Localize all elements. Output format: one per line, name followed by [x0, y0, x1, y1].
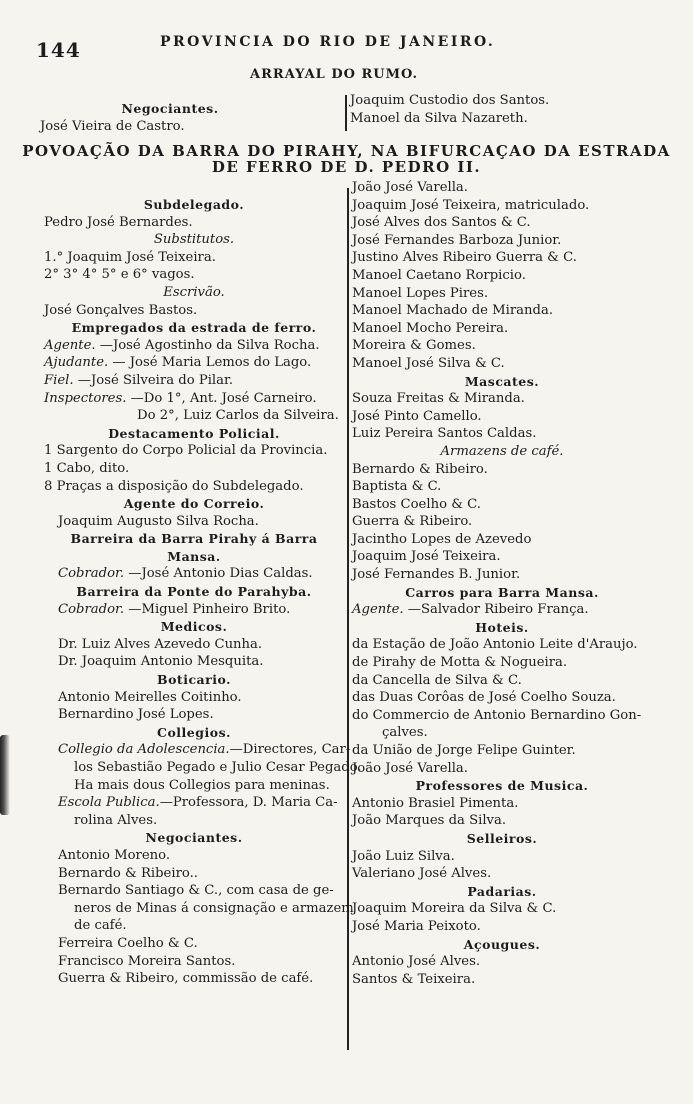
list-item: Manoel Lopes Pires.: [352, 285, 489, 301]
list-item: Inspectores. —Do 1°, Ant. José Carneiro.: [44, 390, 317, 406]
armazens-heading: Armazens de café.: [440, 443, 564, 459]
list-item: 8 Praças a disposição do Subdelegado.: [44, 478, 304, 494]
destacamento-heading: Destacamento Policial.: [108, 425, 280, 441]
arrayal-negociantes-heading: Negociantes.: [121, 101, 219, 116]
list-item: do Commercio de Antonio Bernardino Gon-: [352, 707, 642, 723]
list-item: João Marques da Silva.: [352, 813, 507, 829]
arrayal-left: [40, 100, 340, 135]
right-column: [352, 161, 652, 988]
list-item: Bastos Coelho & C.: [352, 496, 481, 512]
correio-heading: Agente do Correio.: [123, 496, 265, 512]
list-item: da União de Jorge Felipe Guinter.: [352, 743, 576, 758]
musica-heading: Professores de Musica.: [415, 778, 589, 794]
barreira-pirahy-heading: Barreira da Barra Pirahy á Barra: [70, 531, 318, 547]
list-item: Dr. Joaquim Antonio Mesquita.: [58, 654, 264, 670]
list-item: de Pirahy de Motta & Nogueira.: [352, 655, 568, 671]
list-item: Joaquim Custodio dos Santos.: [350, 93, 550, 108]
list-item: 1 Sargento do Corpo Policial da Provincia.: [44, 443, 328, 459]
list-item: Collegio da Adolescencia.—Directores, Car-: [58, 742, 351, 758]
list-item: José Fernandes B. Junior.: [352, 567, 521, 583]
list-item: Jacintho Lopes de Azevedo: [352, 531, 532, 547]
list-item: Justino Alves Ribeiro Guerra & C.: [352, 250, 577, 266]
list-item: Manoel José Silva & C.: [352, 355, 505, 371]
list-item: Fiel. —José Silveira do Pilar.: [44, 372, 234, 388]
list-item: Manoel Caetano Rorpicio.: [352, 267, 526, 283]
list-item: Dr. Luiz Alves Azevedo Cunha.: [58, 636, 263, 652]
list-item: Moreira & Gomes.: [352, 338, 476, 354]
list-item: Antonio Brasiel Pimenta.: [352, 795, 519, 811]
barreira-pirahy-heading-2: Mansa.: [167, 548, 221, 564]
list-item: neros de Minas á consignação e armazem: [74, 900, 354, 916]
page-number: 144: [36, 38, 81, 62]
list-item: los Sebastião Pegado e Julio Cesar Pegado.: [74, 760, 362, 775]
hoteis-heading: Hoteis.: [475, 619, 529, 635]
povoacao-title-line2: DE FERRO DE D. PEDRO II.: [211, 158, 482, 176]
list-item: Antonio Meirelles Coitinho.: [58, 689, 242, 705]
left-column: [44, 196, 362, 988]
list-item: Do 2°, Luiz Carlos da Silveira.: [137, 408, 339, 424]
list-item: Souza Freitas & Miranda.: [352, 391, 525, 407]
list-item: de café.: [74, 918, 127, 934]
list-item: 1 Cabo, dito.: [44, 460, 130, 476]
list-item: Cobrador. —Miguel Pinheiro Brito.: [58, 601, 291, 617]
list-item: çalves.: [382, 725, 428, 741]
list-item: Valeriano José Alves.: [352, 866, 492, 882]
list-item: Manoel Mocho Pereira.: [352, 320, 509, 336]
escrivao-heading: Escrivão.: [163, 284, 225, 300]
list-item: José Gonçalves Bastos.: [44, 302, 198, 318]
list-item: Manoel da Silva Nazareth.: [350, 110, 528, 126]
list-item: Bernardo & Ribeiro.: [352, 461, 488, 477]
list-item: Ajudante. — José Maria Lemos do Lago.: [44, 355, 312, 371]
page-edge-smudge: [0, 735, 10, 815]
list-item: Joaquim José Teixeira, matriculado.: [352, 197, 590, 213]
list-item: Agente. —José Agostinho da Silva Rocha.: [44, 337, 320, 353]
list-item: das Duas Corôas de José Coelho Souza.: [352, 690, 616, 706]
list-item: Luiz Pereira Santos Caldas.: [352, 426, 537, 442]
list-item: Manoel Machado de Miranda.: [352, 303, 554, 319]
boticario-heading: Boticario.: [157, 672, 231, 688]
list-item: José Pinto Camello.: [352, 408, 482, 424]
list-item: Guerra & Ribeiro.: [352, 514, 473, 530]
list-item: Guerra & Ribeiro, commissão de café.: [58, 971, 314, 987]
substitutos-heading: Substitutos.: [153, 232, 235, 248]
list-item: Baptista & C.: [352, 479, 442, 495]
carros-heading: Carros para Barra Mansa.: [405, 584, 599, 600]
list-item: Antonio Moreno.: [58, 847, 171, 863]
list-item: Joaquim Moreira da Silva & C.: [352, 901, 557, 917]
list-item: Bernardo & Ribeiro..: [58, 865, 198, 881]
medicos-heading: Medicos.: [160, 619, 228, 635]
padarias-heading: Padarias.: [467, 883, 537, 899]
list-item: Antonio José Alves.: [352, 954, 481, 970]
mascates-heading: Mascates.: [464, 373, 540, 389]
list-item: Pedro José Bernardes.: [44, 214, 193, 230]
list-item: da Cancella de Silva & C.: [352, 672, 522, 688]
list-item: Cobrador. —José Antonio Dias Caldas.: [58, 566, 313, 582]
list-item: Santos & Teixeira.: [352, 971, 476, 987]
list-item: José Vieira de Castro.: [40, 118, 185, 134]
list-item: José Alves dos Santos & C.: [352, 215, 531, 231]
barreira-ponte-heading: Barreira da Ponte do Parahyba.: [76, 584, 312, 600]
negociantes-heading: Negociantes.: [145, 830, 243, 846]
subdelegado-heading: Subdelegado.: [143, 197, 245, 212]
column-rule: [347, 188, 349, 1050]
list-item: rolina Alves.: [74, 812, 158, 828]
list-item: João José Varella.: [352, 760, 468, 776]
column-rule: [345, 95, 347, 131]
list-item: João José Varella.: [352, 180, 468, 195]
list-item: Ha mais dous Collegios para meninas.: [74, 777, 330, 793]
arrayal-right: [350, 92, 650, 127]
acougues-heading: Açougues.: [463, 936, 541, 952]
list-item: Ferreira Coelho & C.: [58, 935, 198, 951]
list-item: Francisco Moreira Santos.: [58, 953, 236, 969]
list-item: Bernardo Santiago & C., com casa de ge-: [58, 883, 334, 899]
list-item: Joaquim Augusto Silva Rocha.: [58, 513, 259, 529]
collegios-heading: Collegios.: [157, 724, 231, 740]
list-item: José Fernandes Barboza Junior.: [352, 232, 562, 248]
running-title: PROVINCIA DO RIO DE JANEIRO.: [160, 34, 496, 50]
povoacao-title-line1: POVOAÇÃO DA BARRA DO PIRAHY, NA BIFURCAÇAO DA ESTRADA: [22, 142, 671, 160]
selleiros-heading: Selleiros.: [466, 830, 538, 846]
list-item: Joaquim José Teixeira.: [352, 549, 501, 565]
list-item: da Estação de João Antonio Leite d'Araujo.: [352, 637, 638, 653]
list-item: Agente. —Salvador Ribeiro França.: [352, 602, 589, 618]
estrada-heading: Empregados da estrada de ferro.: [71, 320, 317, 336]
list-item: Escola Publica.—Professora, D. Maria Ca-: [58, 795, 338, 811]
arrayal-title: ARRAYAL DO RUMO.: [250, 67, 419, 82]
list-item: 1.° Joaquim José Teixeira.: [44, 249, 216, 265]
list-item: João Luiz Silva.: [352, 848, 455, 864]
list-item: José Maria Peixoto.: [352, 918, 481, 934]
list-item: Bernardino José Lopes.: [58, 707, 214, 723]
list-item: 2° 3° 4° 5° e 6° vagos.: [44, 267, 195, 283]
